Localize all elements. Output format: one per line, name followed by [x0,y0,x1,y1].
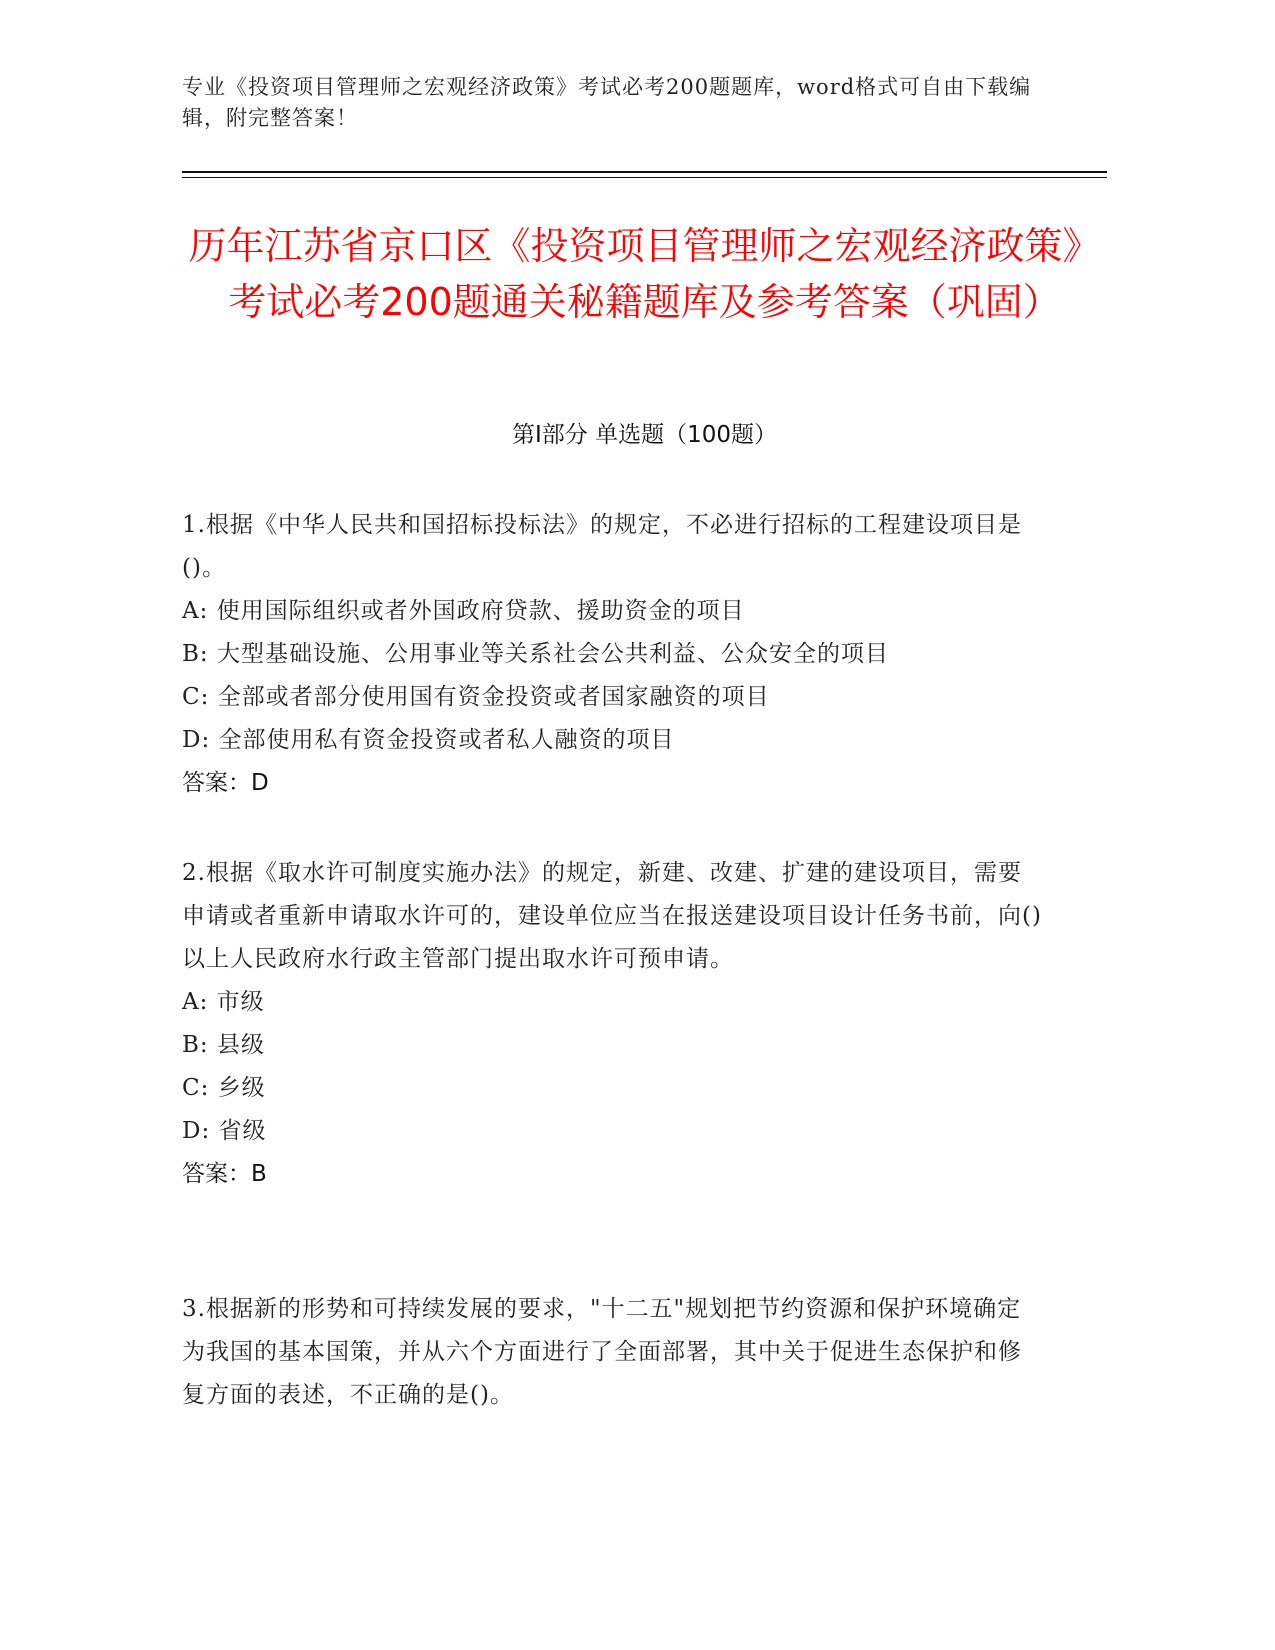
option-a: A: 市级 [182,989,265,1015]
option-d: D: 全部使用私有资金投资或者私人融资的项目 [182,727,675,753]
option-b: B: 县级 [182,1032,265,1058]
question-3 [182,1288,1042,1417]
question-1 [182,504,1042,805]
option-c: C: 乡级 [182,1075,266,1101]
answer: 答案：D [182,770,269,796]
question-stem: 2.根据《取水许可制度实施办法》的规定，新建、改建、扩建的建设项目，需要申请或者重新申请取水许可的，建设单位应当在报送建设项目设计任务书前，向()以上人民政府水行政主管部门提出取水许可预申请。 [182,860,1042,972]
option-c: C: 全部或者部分使用国有资金投资或者国家融资的项目 [182,684,770,710]
header-rule-thin [182,177,1107,178]
option-a: A: 使用国际组织或者外国政府贷款、援助资金的项目 [182,598,745,624]
answer: 答案：B [182,1161,267,1187]
header-rule-thick [182,171,1107,173]
option-b: B: 大型基础设施、公用事业等关系社会公共利益、公众安全的项目 [182,641,889,667]
question-stem: 3.根据新的形势和可持续发展的要求，"十二五"规划把节约资源和保护环境确定为我国的基本国策，并从六个方面进行了全面部署，其中关于促进生态保护和修复方面的表述，不正确的是()。 [182,1296,1022,1408]
question-2 [182,852,1042,1196]
question-stem: 1.根据《中华人民共和国招标投标法》的规定，不必进行招标的工程建设项目是()。 [182,512,1022,581]
document-title: 历年江苏省京口区《投资项目管理师之宏观经济政策》考试必考200题通关秘籍题库及参考答案（巩固） [188,224,1101,324]
section-title: 第Ⅰ部分 单选题（100题） [512,422,777,448]
option-d: D: 省级 [182,1118,267,1144]
header-note: 专业《投资项目管理师之宏观经济政策》考试必考200题题库，word格式可自由下载编辑，附完整答案！ [182,75,1032,130]
